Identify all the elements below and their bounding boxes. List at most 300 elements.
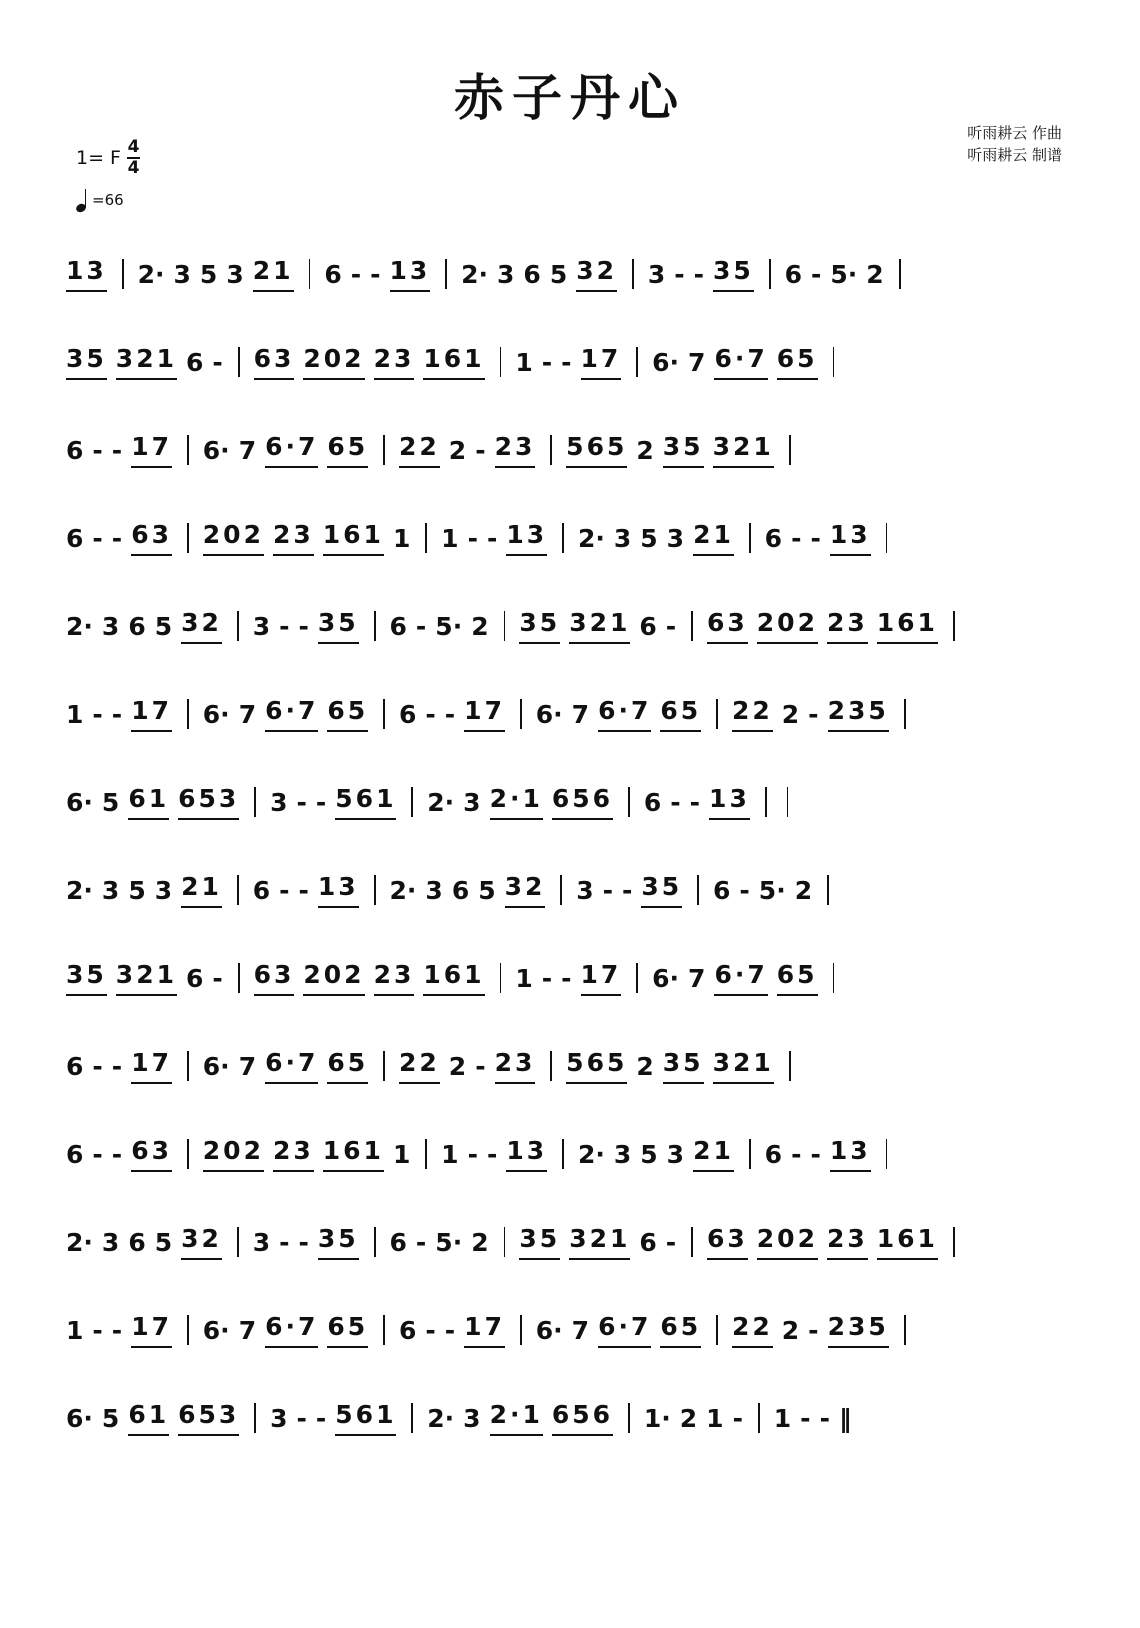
- note-group: 6·7: [265, 432, 318, 468]
- note: 6·: [535, 699, 563, 729]
- barline: [765, 787, 767, 817]
- barline: [254, 787, 256, 817]
- note-group: 17: [131, 1312, 172, 1348]
- note-group: 561: [335, 1400, 396, 1436]
- note-group: 561: [335, 784, 396, 820]
- note: -: [693, 259, 704, 289]
- barline: [238, 347, 240, 377]
- note: -: [444, 1315, 456, 1345]
- barline: [187, 1051, 189, 1081]
- note-group: 6·7: [265, 1312, 318, 1348]
- note-group: 6·7: [598, 1312, 651, 1348]
- note-group: 22: [399, 1048, 440, 1084]
- barline: [309, 259, 311, 289]
- note: -: [415, 611, 427, 641]
- note: -: [810, 1139, 821, 1169]
- note-group: 65: [327, 432, 368, 468]
- barline: [749, 523, 751, 553]
- note: 1: [441, 523, 459, 553]
- note: 1: [773, 1403, 792, 1433]
- note-group: 65: [327, 1312, 368, 1348]
- barline: [425, 1139, 427, 1169]
- barline: [411, 787, 413, 817]
- note-group: 13: [709, 784, 750, 820]
- note-group: 13: [318, 872, 359, 908]
- note-group: 32: [576, 256, 617, 292]
- note: 3: [101, 875, 120, 905]
- note-group: 35: [713, 256, 754, 292]
- note-group: 17: [464, 1312, 505, 1348]
- note-group: 35: [519, 1224, 560, 1260]
- note: -: [622, 875, 633, 905]
- note: 2: [781, 699, 800, 729]
- note: 6·: [535, 1315, 563, 1345]
- note: 3: [101, 611, 120, 641]
- note-group: 65: [660, 1312, 701, 1348]
- barline: [237, 875, 239, 905]
- note-group: 35: [663, 432, 704, 468]
- barline: [445, 259, 447, 289]
- note: -: [467, 1139, 478, 1169]
- barline: [520, 699, 522, 729]
- note: 6·: [66, 787, 93, 817]
- note: -: [92, 1139, 103, 1169]
- barline: [904, 699, 906, 729]
- note: 1: [392, 1139, 411, 1169]
- note: 5: [478, 875, 496, 905]
- note: 6: [764, 523, 783, 553]
- note: 6: [639, 1227, 657, 1257]
- score-line: [66, 318, 1036, 406]
- note: 2: [448, 1051, 467, 1081]
- barline: [122, 259, 124, 289]
- note: -: [425, 699, 436, 729]
- note: -: [415, 1227, 427, 1257]
- note: 1: [66, 699, 84, 729]
- note: 5·: [830, 259, 858, 289]
- note: 7: [238, 435, 257, 465]
- note-group: 35: [66, 344, 107, 380]
- note: 3: [425, 875, 443, 905]
- note: 2: [679, 1403, 698, 1433]
- barline: [187, 699, 189, 729]
- note-group: 21: [181, 872, 222, 908]
- barline: [691, 1227, 693, 1257]
- note-group: 63: [707, 608, 748, 644]
- note-group: 13: [830, 1136, 871, 1172]
- note: -: [212, 347, 223, 377]
- key-text: 1= F: [76, 146, 121, 169]
- barline: [550, 1051, 552, 1081]
- note-group: 656: [552, 1400, 613, 1436]
- score-line: [66, 494, 1036, 582]
- score-title: 赤子丹心: [454, 69, 686, 127]
- note: 2·: [389, 875, 417, 905]
- barline: [562, 523, 564, 553]
- note: 7: [571, 1315, 590, 1345]
- time-signature: [127, 138, 140, 178]
- barline: [237, 1227, 239, 1257]
- note-group: 6·7: [598, 696, 651, 732]
- note: 1: [441, 1139, 459, 1169]
- barline: [500, 963, 502, 993]
- note-group: 235: [828, 1312, 889, 1348]
- barline: [789, 435, 791, 465]
- note-group: 21: [253, 256, 294, 292]
- note-group: 202: [303, 960, 364, 996]
- note: 2: [636, 435, 654, 465]
- note: 7: [688, 347, 706, 377]
- note: 6: [713, 875, 731, 905]
- note: -: [732, 1403, 743, 1433]
- note: 3: [613, 523, 632, 553]
- note: 6: [185, 347, 204, 377]
- note: -: [810, 523, 821, 553]
- barline: [374, 1227, 376, 1257]
- barline: [632, 259, 634, 289]
- note: 6: [66, 1139, 84, 1169]
- note-group: 23: [827, 1224, 868, 1260]
- note-group: 13: [506, 520, 547, 556]
- note-group: 13: [506, 1136, 547, 1172]
- note-group: 23: [495, 1048, 536, 1084]
- note: -: [541, 963, 553, 993]
- note-group: 32: [181, 608, 222, 644]
- score-line: [66, 1022, 1036, 1110]
- barline: [789, 1051, 791, 1081]
- note-group: 21: [693, 520, 734, 556]
- note: -: [111, 523, 123, 553]
- note-group: 321: [569, 1224, 630, 1260]
- note: 1·: [643, 1403, 671, 1433]
- note: 3: [270, 787, 288, 817]
- note-group: 22: [732, 1312, 773, 1348]
- note-group: 565: [566, 432, 627, 468]
- barline: [238, 963, 240, 993]
- score-line: [66, 230, 1036, 318]
- note: 5: [154, 1227, 173, 1257]
- note: 6: [389, 1227, 407, 1257]
- barline: [716, 699, 718, 729]
- note: 6: [128, 1227, 146, 1257]
- note: -: [298, 1227, 309, 1257]
- note: -: [602, 875, 614, 905]
- barline: [383, 1051, 385, 1081]
- tempo-marking: [76, 188, 124, 212]
- note: -: [541, 347, 553, 377]
- barline: [187, 523, 189, 553]
- note-group: 161: [423, 344, 484, 380]
- barline: [383, 435, 385, 465]
- score-line: [66, 1286, 1036, 1374]
- note: 3: [576, 875, 594, 905]
- barline: [758, 1403, 760, 1433]
- note: -: [811, 259, 822, 289]
- note-group: 17: [131, 696, 172, 732]
- note-group: 61: [128, 1400, 169, 1436]
- note: -: [561, 347, 572, 377]
- note: -: [111, 435, 123, 465]
- note-group: 321: [569, 608, 630, 644]
- note-group: 6·7: [714, 344, 767, 380]
- note-group: 6·7: [265, 696, 318, 732]
- barline: [187, 1139, 189, 1169]
- note: 6: [66, 1051, 84, 1081]
- note: 2·: [577, 523, 605, 553]
- note: 5: [549, 259, 568, 289]
- barline: [383, 699, 385, 729]
- note-group: 161: [323, 1136, 384, 1172]
- note: 6·: [202, 1315, 230, 1345]
- note: -: [665, 611, 677, 641]
- note: 2: [471, 611, 489, 641]
- barline: [749, 1139, 751, 1169]
- note-group: 13: [390, 256, 431, 292]
- note: -: [561, 963, 572, 993]
- barline: [254, 1403, 256, 1433]
- note-group: 565: [566, 1048, 627, 1084]
- note: 3: [463, 1403, 481, 1433]
- note: -: [370, 259, 381, 289]
- barline: [904, 1315, 906, 1345]
- note: 3: [497, 259, 515, 289]
- note: -: [486, 523, 498, 553]
- note: -: [111, 699, 123, 729]
- note-group: 63: [254, 344, 295, 380]
- note-group: 35: [519, 608, 560, 644]
- note-group: 656: [552, 784, 613, 820]
- note-group: 202: [203, 1136, 264, 1172]
- note-group: 321: [116, 344, 177, 380]
- note: 3: [666, 1139, 685, 1169]
- note: -: [670, 787, 681, 817]
- barline: [628, 1403, 630, 1433]
- note-group: 65: [327, 696, 368, 732]
- note: 6: [128, 611, 146, 641]
- note: 2·: [137, 259, 165, 289]
- note-group: 202: [757, 1224, 818, 1260]
- barline: [886, 1139, 888, 1169]
- note: 3: [101, 1227, 120, 1257]
- final-barline: ‖: [838, 1403, 852, 1433]
- note: -: [92, 1315, 103, 1345]
- note-group: 17: [464, 696, 505, 732]
- barline: [691, 611, 693, 641]
- note-group: 32: [505, 872, 546, 908]
- note: 1: [515, 963, 533, 993]
- note: -: [808, 1315, 819, 1345]
- note-group: 23: [374, 344, 415, 380]
- note: -: [444, 699, 456, 729]
- note-group: 23: [827, 608, 868, 644]
- credits: [967, 122, 1062, 166]
- note: 6·: [202, 435, 230, 465]
- barline: [374, 611, 376, 641]
- note: -: [279, 1227, 290, 1257]
- note-group: 23: [273, 1136, 314, 1172]
- note: -: [475, 1051, 486, 1081]
- barline: [787, 787, 789, 817]
- note: -: [92, 699, 103, 729]
- note: 5·: [435, 1227, 463, 1257]
- note-group: 653: [178, 784, 239, 820]
- note-group: 17: [131, 432, 172, 468]
- note: 3: [226, 259, 244, 289]
- note: 3: [647, 259, 666, 289]
- note: -: [486, 1139, 498, 1169]
- note-group: 202: [203, 520, 264, 556]
- transcriber-credit: 听雨耕云 制谱: [967, 146, 1062, 164]
- note: 5: [101, 1403, 120, 1433]
- note: 6: [398, 1315, 417, 1345]
- note: 2·: [427, 1403, 455, 1433]
- note: -: [298, 611, 309, 641]
- barline: [899, 259, 901, 289]
- score-line: [66, 846, 1036, 934]
- note: 3: [666, 523, 685, 553]
- note-group: 235: [828, 696, 889, 732]
- note: 6: [324, 259, 342, 289]
- note: 5: [640, 1139, 658, 1169]
- note: -: [92, 1051, 103, 1081]
- note: 3: [173, 259, 191, 289]
- note: -: [279, 611, 290, 641]
- note-group: 653: [178, 1400, 239, 1436]
- note: -: [808, 699, 819, 729]
- note-group: 2·1: [490, 784, 543, 820]
- barline: [560, 875, 562, 905]
- note-group: 35: [663, 1048, 704, 1084]
- note: -: [425, 1315, 436, 1345]
- note: 6: [523, 259, 541, 289]
- note-group: 65: [327, 1048, 368, 1084]
- note: -: [279, 875, 290, 905]
- note-group: 65: [777, 344, 818, 380]
- note: 2: [794, 875, 813, 905]
- note-group: 63: [707, 1224, 748, 1260]
- score-line: [66, 406, 1036, 494]
- barline: [628, 787, 630, 817]
- note-group: 35: [318, 1224, 359, 1260]
- note: 6·: [652, 347, 680, 377]
- note-group: 13: [66, 256, 107, 292]
- note-group: 6·7: [265, 1048, 318, 1084]
- note: -: [475, 435, 486, 465]
- note: 1: [706, 1403, 724, 1433]
- note: 7: [238, 699, 257, 729]
- note-group: 321: [713, 1048, 774, 1084]
- barline: [411, 1403, 413, 1433]
- barline: [716, 1315, 718, 1345]
- note-group: 2·1: [490, 1400, 543, 1436]
- note: 3: [252, 1227, 271, 1257]
- note: -: [296, 787, 307, 817]
- note: -: [111, 1139, 123, 1169]
- note: 5: [128, 875, 146, 905]
- notation-body: [66, 230, 1036, 1462]
- barline: [187, 435, 189, 465]
- note: 6: [764, 1139, 783, 1169]
- barline: [562, 1139, 564, 1169]
- note-group: 22: [399, 432, 440, 468]
- note-group: 161: [323, 520, 384, 556]
- note: 5: [640, 523, 658, 553]
- note: 2: [781, 1315, 800, 1345]
- note: -: [665, 1227, 677, 1257]
- note: -: [296, 1403, 307, 1433]
- note-group: 13: [830, 520, 871, 556]
- note: 1: [66, 1315, 84, 1345]
- note-group: 32: [181, 1224, 222, 1260]
- note: 6·: [202, 1051, 230, 1081]
- note: 7: [238, 1315, 257, 1345]
- barline: [886, 523, 888, 553]
- note-group: 23: [374, 960, 415, 996]
- score-line: [66, 1374, 1036, 1462]
- note: -: [739, 875, 750, 905]
- note: 2: [636, 1051, 654, 1081]
- note-group: 63: [254, 960, 295, 996]
- note: 7: [571, 699, 590, 729]
- quarter-note-icon: [76, 188, 92, 212]
- note: 2: [471, 1227, 489, 1257]
- score-line: [66, 758, 1036, 846]
- note: 2·: [66, 875, 93, 905]
- barline: [833, 963, 835, 993]
- barline: [425, 523, 427, 553]
- note-group: 6·7: [714, 960, 767, 996]
- note: 6: [643, 787, 662, 817]
- barline: [504, 1227, 506, 1257]
- note: 5: [199, 259, 218, 289]
- barline: [636, 963, 638, 993]
- barline: [697, 875, 699, 905]
- note-group: 63: [131, 1136, 172, 1172]
- note-group: 202: [303, 344, 364, 380]
- score-line: [66, 1198, 1036, 1286]
- barline: [636, 347, 638, 377]
- note-group: 35: [641, 872, 682, 908]
- note: 2·: [461, 259, 488, 289]
- score-line: [66, 1110, 1036, 1198]
- note-group: 321: [713, 432, 774, 468]
- barline: [833, 347, 835, 377]
- note-group: 63: [131, 520, 172, 556]
- note: 7: [688, 963, 706, 993]
- note-group: 35: [66, 960, 107, 996]
- note-group: 22: [732, 696, 773, 732]
- time-denominator: 4: [127, 157, 140, 178]
- note: -: [791, 523, 802, 553]
- note: 6: [66, 523, 84, 553]
- note-group: 161: [877, 1224, 938, 1260]
- note-group: 17: [131, 1048, 172, 1084]
- note: 7: [238, 1051, 257, 1081]
- note-group: 17: [581, 960, 622, 996]
- note: 6: [451, 875, 470, 905]
- note: -: [350, 259, 362, 289]
- note: -: [111, 1315, 123, 1345]
- note: 3: [270, 1403, 288, 1433]
- note: 2·: [427, 787, 455, 817]
- note: 2: [448, 435, 467, 465]
- barline: [237, 611, 239, 641]
- note: 2·: [66, 611, 93, 641]
- note: 3: [252, 611, 271, 641]
- note: 5·: [435, 611, 463, 641]
- tempo-value: =66: [92, 191, 124, 209]
- barline: [500, 347, 502, 377]
